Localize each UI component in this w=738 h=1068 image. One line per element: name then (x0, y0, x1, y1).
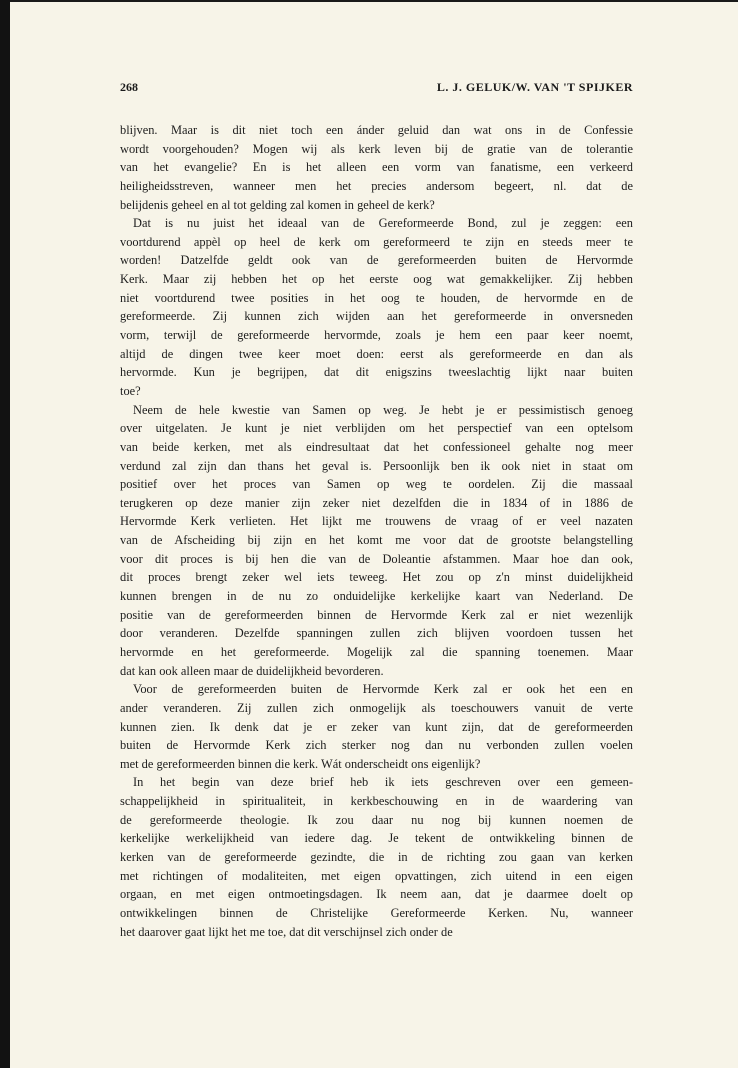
text-line: hervormde. Kun je begrijpen, dat dit enigszins tweeslachtig lijkt naar buiten (120, 365, 633, 380)
text-line: schappelijkheid in spiritualiteit, in kerkbeschouwing en in de waardering van (120, 794, 633, 809)
text-line: belijdenis geheel en al tot gelding zal komen in geheel de kerk? (120, 197, 435, 212)
paragraph (120, 773, 633, 941)
text-line: niet voortdurend twee posities in het oog te houden, de hervormde en de (120, 290, 633, 305)
running-head: L. J. GELUK/W. VAN 'T SPIJKER (436, 80, 633, 94)
text-line: met richtingen of modaliteiten, met eigen opvattingen, zich uitend in een eigen (120, 868, 633, 883)
scan-top-edge (0, 0, 738, 2)
text-line: kunnen zien. Ik denk dat je er zeker van kunt zijn, dat de gereformeerden (120, 719, 633, 734)
text-line: voortdurend appèl op heel de kerk om gereformeerd te zijn en steeds meer te (120, 234, 633, 249)
text-line: kunnen brengen in de nu zo onduidelijke kerkelijke kaart van Nederland. De (120, 589, 633, 604)
text-line: dit proces brengt zeker wel iets teweeg. Het zou op z'n minst duidelijkheid (120, 570, 633, 585)
text-line: orgaan, en met eigen ontmoetingsdagen. Ik neem aan, dat je daarmee doelt op (120, 887, 633, 902)
text-line: met de gereformeerden binnen die kerk. Wát onderscheidt ons eigenlijk? (120, 756, 481, 771)
paragraph (120, 401, 633, 681)
text-line: worden! Datzelfde geldt ook van de gereformeerden buiten de Hervormde (120, 253, 633, 268)
text-line: In het begin van deze brief heb ik iets geschreven over een gemeen- (133, 775, 633, 790)
text-line: door veranderen. Dezelfde spanningen zullen zich blijven voordoen tussen het (120, 626, 633, 641)
text-line: Hervormde Kerk verlieten. Het lijkt me trouwens de vraag of er veel nazaten (120, 514, 633, 529)
text-line: buiten de Hervormde Kerk zich sterker nog dan nu verbonden zullen voelen (120, 738, 633, 753)
text-line: Voor de gereformeerden buiten de Hervormde Kerk zal er ook het een en (133, 682, 633, 697)
paragraph (120, 680, 633, 773)
paragraph (120, 121, 633, 214)
text-line: heiligheidsstreven, wanneer men het precies andersom begeert, nl. dat de (120, 178, 633, 193)
text-line: voor dit proces is bij hen die van de Doleantie afstammen. Maar hoe dan ook, (120, 551, 633, 566)
body-text (120, 121, 633, 941)
scan-left-edge-bar (0, 0, 10, 1068)
text-line: toe? (120, 383, 141, 398)
text-line: het daarover gaat lijkt het me toe, dat dit verschijnsel zich onder de (120, 924, 453, 939)
text-line: dat kan ook alleen maar de duidelijkheid bevorderen. (120, 663, 384, 678)
text-line: ontwikkelingen binnen de Christelijke Gereformeerde Kerken. Nu, wanneer (120, 905, 633, 920)
text-line: van het evangelie? En is het alleen een vorm van fanatisme, een verkeerd (120, 160, 633, 175)
text-line: altijd de dingen twee keer moet doen: eerst als gereformeerde en dan als (120, 346, 633, 361)
page-number: 268 (120, 80, 138, 94)
text-line: blijven. Maar is dit niet toch een ánder geluid dan wat ons in de Confessie (120, 123, 633, 137)
text-line: vorm, terwijl de gereformeerde hervormde, zoals je hem een paar keer noemt, (120, 328, 633, 343)
text-line: wordt voorgehouden? Mogen wij als kerk leven bij de gratie van de tolerantie (120, 141, 633, 156)
text-line: kerkelijke werkelijkheid van iedere dag. Je tekent de ontwikkeling binnen de (120, 831, 633, 846)
text-line: ander veranderen. Zij zullen zich onmogelijk als toeschouwers vanuit de verte (120, 700, 633, 715)
text-line: van de Afscheiding bij zijn en het komt me voor dat de grootste belangstelling (120, 533, 633, 548)
text-line: positief over het proces van Samen op weg te oordelen. Zij die massaal (120, 477, 633, 492)
text-line: gereformeerde. Zij kunnen zich wijden aan het gereformeerde in onversneden (120, 309, 633, 324)
text-line: van beide kerken, met als eindresultaat dat het confessioneel gehalte nog meer (120, 439, 633, 454)
text-line: positie van de gereformeerden binnen de Hervormde Kerk zal er niet wezenlijk (120, 607, 633, 622)
text-line: terugkeren op deze manier zijn zeker niet dezelfden die in 1834 of in 1886 de (120, 495, 633, 510)
text-line: hervormde en het gereformeerde. Mogelijk zal die spanning toenemen. Maar (120, 644, 633, 659)
text-line: over uitgelaten. Je kunt je niet verblijden om het perspectief van een optelsom (120, 421, 633, 436)
text-line: kerken van de gereformeerde gezindte, die in de richting zou gaan van kerken (120, 849, 633, 864)
text-line: Kerk. Maar zij hebben het op het eerste oog wat gemakkelijker. Zij hebben (120, 272, 633, 287)
text-line: verdund zal zijn dan thans het geval is. Persoonlijk ben ik ook niet in staat om (120, 458, 633, 473)
text-line: de gereformeerde theologie. Ik zou daar nu nog bij kunnen noemen de (120, 812, 633, 827)
text-line: Neem de hele kwestie van Samen op weg. Je hebt je er pessimistisch genoeg (133, 402, 633, 417)
text-line: Dat is nu juist het ideaal van de Gereformeerde Bond, zul je zeggen: een (133, 216, 633, 231)
paragraph (120, 214, 633, 400)
